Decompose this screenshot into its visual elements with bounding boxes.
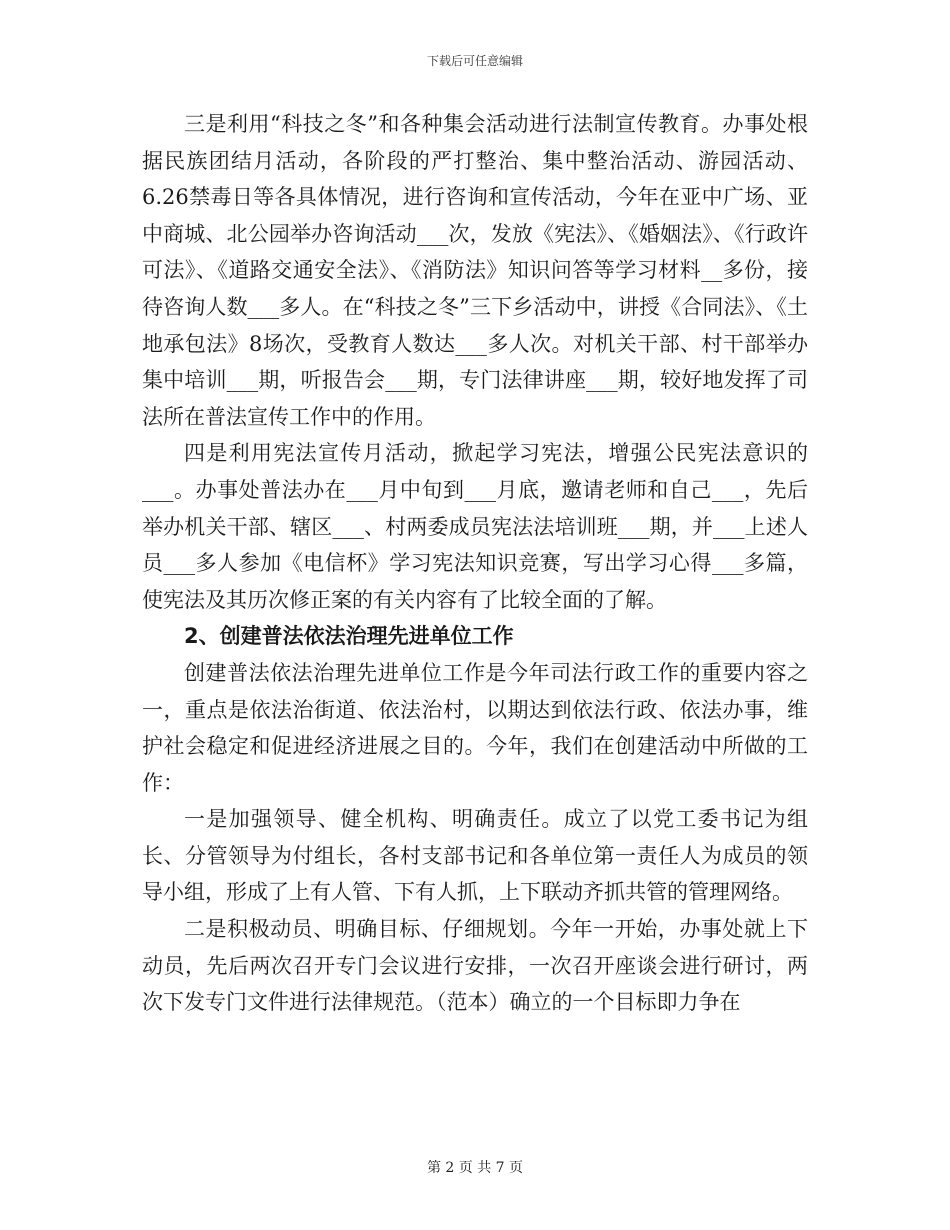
paragraph-leadership: 一是加强领导、健全机构、明确责任。成立了以党工委书记为组长、分管领导为付组长，各村支部书记和各单位第一责任人为成员的领导小组，形成了上有人管、下有人抓，上下联动齐抓共管的管理网络。 (142, 807, 808, 905)
document-body (142, 106, 808, 1021)
paragraph-publicity-winter: 三是利用“科技之冬”和各种集会活动进行法制宣传教育。办事处根据民族团结月活动，各阶段的严打整治、集中整治活动、游园活动、6.26禁毒日等各具体情况，进行咨询和宣传活动，今年在亚中广场、亚中商城、北公园举办咨询活动___次，发放《宪法》、《婚姻法》、《行政许可法》、《道路交通安全法》、《消防法》知识问答等学习材料__多份，接待咨询人数___多人。在“科技之冬”三下乡活动中，讲授《合同法》、《土地承包法》8场次，受教育人数达___多人次。对机关干部、村干部举办集中培训___期，听报告会___期，专门法律讲座___期，较好地发挥了司法所在普法宣传工作中的作用。 (142, 112, 808, 429)
section-heading: 2、创建普法依法治理先进单位工作 (184, 624, 514, 649)
page-header: 下载后可任意编辑 (426, 54, 523, 68)
page-footer: 第 2 页 共 7 页 (426, 1160, 524, 1176)
paragraph-constitution-month: 四是利用宪法宣传月活动，掀起学习宪法，增强公民宪法意识的___。办事处普法办在___月中旬到___月底，邀请老师和自己___，先后举办机关干部、辖区___、村两委成员宪法法培训班___期，并___上述人员___多人参加《电信杯》学习宪法知识竞赛，写出学习心得___多篇，使宪法及其历次修正案的有关内容有了比较全面的了解。 (142, 441, 808, 612)
paragraph-advanced-unit: 创建普法依法治理先进单位工作是今年司法行政工作的重要内容之一，重点是依法治街道、依法治村，以期达到依法行政、依法办事，维护社会稳定和促进经济进展之目的。今年，我们在创建活动中所做的工作： (142, 660, 808, 795)
paragraph-mobilization: 二是积极动员、明确目标、仔细规划。今年一开始，办事处就上下动员，先后两次召开专门会议进行安排，一次召开座谈会进行研讨，两次下发专门文件进行法律规范。（范本）确立的一个目标即力争在 (142, 917, 808, 1015)
